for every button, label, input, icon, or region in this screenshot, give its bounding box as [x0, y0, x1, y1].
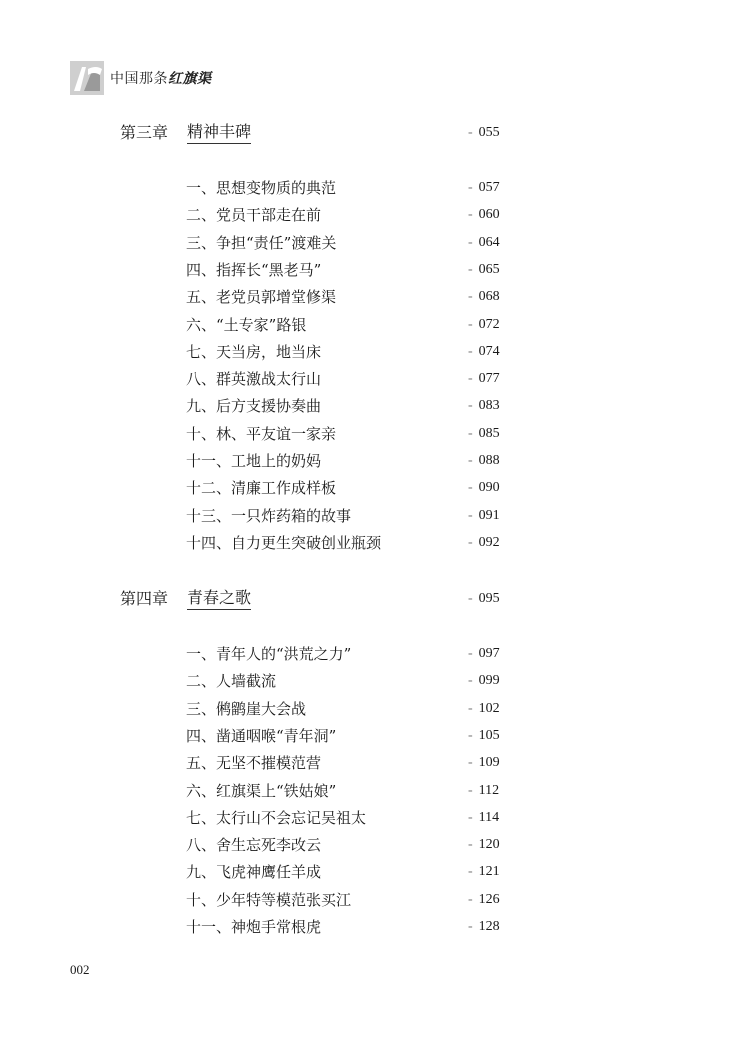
- toc-entry-title: 十、少年特等模范张买江: [186, 890, 352, 909]
- toc-entry-page-number: 092: [478, 534, 500, 550]
- leader-dash: -: [468, 727, 473, 743]
- running-header: [70, 58, 212, 98]
- toc-entry-title: 七、太行山不会忘记吴祖太: [186, 808, 367, 827]
- toc-entry-page-number: 097: [478, 646, 500, 661]
- book-title-highlight: 红旗渠: [168, 71, 212, 87]
- toc-entry-page-number: 102: [478, 700, 500, 716]
- chapter-title: 青春之歌: [187, 588, 251, 610]
- toc-entry-title: 十一、神炮手常根虎: [186, 918, 322, 936]
- toc-entry-page: [468, 698, 500, 720]
- toc-entry-title: 十三、一只炸药箱的故事: [186, 506, 352, 525]
- toc-entry-title: 八、群英激战太行山: [186, 370, 322, 389]
- chapter-heading[interactable]: [0, 122, 750, 144]
- toc-entry-page: [468, 780, 499, 802]
- leader-dash: -: [468, 289, 473, 305]
- toc-entry[interactable]: [0, 259, 750, 281]
- chapter-title: 精神丰碑: [187, 122, 251, 144]
- toc-entry-title: 九、后方支援协奏曲: [186, 397, 322, 416]
- chapter-page: [468, 588, 500, 610]
- leader-dash: -: [468, 646, 473, 661]
- toc-entry[interactable]: [0, 450, 750, 472]
- toc-entry[interactable]: [0, 505, 750, 527]
- toc-entry-page: [468, 259, 500, 281]
- leader-dash: -: [468, 534, 473, 550]
- toc-entry-page-number: 128: [478, 919, 500, 934]
- leader-dash: -: [468, 398, 473, 414]
- leader-dash: -: [468, 425, 473, 441]
- toc-entry-title: 十、林、平友谊一家亲: [186, 424, 337, 443]
- toc-entry[interactable]: [0, 861, 750, 883]
- toc-entry-page: [468, 532, 500, 554]
- book-title-plain: 中国那条: [110, 71, 168, 87]
- leader-dash: -: [468, 480, 473, 496]
- toc-entry-title: 七、天当房，地当床: [186, 342, 322, 361]
- chapter-heading[interactable]: [0, 588, 750, 610]
- toc-entry-page-number: 099: [478, 673, 500, 689]
- toc-entry[interactable]: [0, 780, 750, 802]
- toc-entry-page-number: 064: [478, 234, 500, 250]
- toc-entry-page-number: 085: [478, 425, 500, 441]
- toc-entry-page-number: 126: [478, 891, 500, 907]
- toc-entry-page-number: 057: [478, 180, 500, 195]
- toc-entry[interactable]: [0, 286, 750, 308]
- toc-entry-page-number: 120: [478, 837, 500, 853]
- toc-entry-title: 一、青年人的“洪荒之力”: [186, 645, 352, 663]
- toc-entry-title: 八、舍生忘死李改云: [186, 836, 322, 855]
- leader-dash: -: [468, 453, 473, 468]
- toc-entry-page: [468, 177, 500, 199]
- toc-entry-title: 六、红旗渠上“铁姑娘”: [186, 781, 337, 800]
- toc-entry-title: 三、鸺鹠崖大会战: [186, 699, 307, 718]
- toc-entry[interactable]: [0, 807, 750, 829]
- toc-entry[interactable]: [0, 916, 750, 938]
- toc-entry[interactable]: [0, 341, 750, 363]
- toc-entry[interactable]: [0, 395, 750, 417]
- leader-dash: -: [468, 755, 473, 771]
- toc-entry-title: 九、飞虎神鹰任羊成: [186, 863, 322, 882]
- toc-entry-page: [468, 505, 500, 527]
- leader-dash: -: [468, 125, 473, 140]
- toc-entry[interactable]: [0, 423, 750, 445]
- toc-entry-page: [468, 286, 500, 308]
- toc-entry-page: [468, 861, 500, 883]
- toc-entry[interactable]: [0, 368, 750, 390]
- toc-entry-title: 五、无坚不摧模范营: [186, 754, 322, 773]
- leader-dash: -: [468, 180, 473, 195]
- toc-entry-title: 一、思想变物质的典范: [186, 179, 337, 197]
- toc-entry-title: 六、“土专家”路银: [186, 315, 307, 334]
- toc-entry-title: 十一、工地上的奶妈: [186, 452, 322, 470]
- toc-entry-page-number: 068: [478, 289, 500, 305]
- toc-entry-page: [468, 889, 500, 911]
- toc-entry[interactable]: [0, 670, 750, 692]
- toc-entry-page: [468, 368, 500, 390]
- leader-dash: -: [468, 891, 473, 907]
- toc-entry-page: [468, 916, 500, 938]
- toc-entry-page-number: 109: [478, 755, 500, 771]
- chapter-page: [468, 122, 500, 144]
- toc-entry-page-number: 072: [478, 316, 500, 332]
- leader-dash: -: [468, 673, 473, 689]
- toc-entry-page: [468, 423, 500, 445]
- leader-dash: -: [468, 507, 473, 523]
- toc-entry-page: [468, 643, 500, 665]
- toc-entry-page: [468, 752, 500, 774]
- leader-dash: -: [468, 837, 473, 853]
- toc-entry-page-number: 091: [478, 507, 500, 523]
- toc-entry-title: 十四、自力更生突破创业瓶颈: [186, 533, 382, 552]
- toc-entry-page: [468, 670, 500, 692]
- toc-entry-page-number: 074: [478, 343, 500, 359]
- toc-entry-title: 五、老党员郭增堂修渠: [186, 288, 337, 307]
- toc-entry[interactable]: [0, 889, 750, 911]
- toc-entry-page: [468, 807, 499, 829]
- toc-entry[interactable]: [0, 477, 750, 499]
- toc-entry-page-number: 065: [478, 261, 500, 277]
- toc-entry-page-number: 088: [478, 453, 500, 468]
- leader-dash: -: [468, 919, 473, 934]
- toc-entry[interactable]: [0, 204, 750, 226]
- toc-entry-page-number: 121: [478, 864, 500, 880]
- toc-entry-page: [468, 395, 500, 417]
- book-corner-emblem-icon: [70, 61, 104, 95]
- leader-dash: -: [468, 809, 473, 825]
- leader-dash: -: [468, 864, 473, 880]
- book-title: [110, 68, 212, 88]
- toc-entry-page: [468, 834, 500, 856]
- toc-entry-title: 四、指挥长“黑老马”: [186, 260, 322, 279]
- leader-dash: -: [468, 316, 473, 332]
- toc-entry[interactable]: [0, 698, 750, 720]
- toc-entry[interactable]: [0, 532, 750, 554]
- leader-dash: -: [468, 371, 473, 387]
- toc-entry-page: [468, 725, 500, 747]
- chapter-page-number: 095: [478, 591, 500, 606]
- toc-entry[interactable]: [0, 314, 750, 336]
- toc-entry-page: [468, 450, 500, 472]
- toc-entry[interactable]: [0, 752, 750, 774]
- toc-entry-title: 二、人墙截流: [186, 672, 277, 691]
- toc-entry[interactable]: [0, 834, 750, 856]
- leader-dash: -: [468, 782, 473, 798]
- leader-dash: -: [468, 234, 473, 250]
- toc-entry[interactable]: [0, 725, 750, 747]
- toc-entry[interactable]: [0, 232, 750, 254]
- toc-entry-title: 三、争担“责任”渡难关: [186, 233, 337, 252]
- toc-entry-page: [468, 204, 500, 226]
- leader-dash: -: [468, 261, 473, 277]
- toc-entry-page-number: 077: [478, 371, 500, 387]
- chapter-page-number: 055: [478, 125, 500, 140]
- toc-entry-page-number: 090: [478, 480, 500, 496]
- toc-entry-title: 十二、清廉工作成样板: [186, 479, 337, 498]
- toc-entry-title: 二、党员干部走在前: [186, 206, 322, 225]
- chapter-label: 第四章: [120, 589, 169, 608]
- toc-entry-title: 四、凿通咽喉“青年洞”: [186, 726, 337, 745]
- toc-entry-page-number: 083: [478, 398, 500, 414]
- toc-entry-page: [468, 232, 500, 254]
- toc-entry-page: [468, 477, 500, 499]
- page-number: 002: [70, 962, 90, 977]
- toc-entry[interactable]: [0, 643, 750, 665]
- chapter-label: 第三章: [120, 123, 169, 142]
- leader-dash: -: [468, 207, 473, 223]
- toc-entry-page-number: 060: [478, 207, 500, 223]
- leader-dash: -: [468, 700, 473, 716]
- toc-entry-page: [468, 341, 500, 363]
- leader-dash: -: [468, 343, 473, 359]
- leader-dash: -: [468, 591, 473, 606]
- toc-entry-page-number: 114: [478, 809, 500, 825]
- toc-entry-page-number: 105: [478, 727, 500, 743]
- toc-entry-page-number: 112: [478, 782, 500, 798]
- toc-entry[interactable]: [0, 177, 750, 199]
- toc-entry-page: [468, 314, 500, 336]
